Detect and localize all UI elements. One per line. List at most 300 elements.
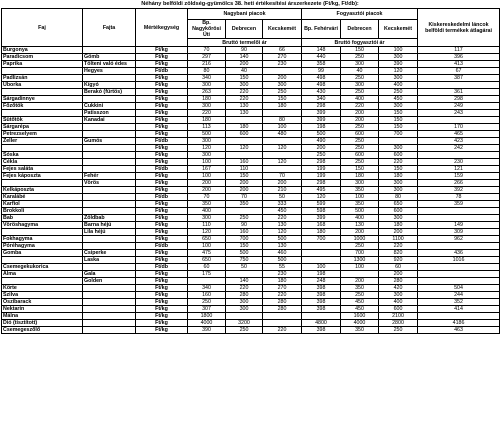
cell-price: 700 (379, 131, 418, 138)
cell-faj: Uborka (2, 82, 83, 89)
cell-price: 244 (418, 292, 500, 299)
cell-fajta (83, 187, 136, 194)
cell-price: 280 (263, 306, 302, 313)
cell-price: 180 (341, 173, 379, 180)
cell-price: 600 (341, 152, 379, 159)
cell-price: 50 (263, 194, 302, 201)
cell-price: 820 (379, 250, 418, 257)
cell-price: 398 (302, 327, 341, 334)
cell-price (226, 152, 263, 159)
cell-mertekegyseg: Ft/db (136, 264, 188, 271)
cell-price: 4000 (341, 320, 379, 327)
cell-price: 700 (226, 236, 263, 243)
cell-price: 4800 (302, 320, 341, 327)
cell-price: 70 (226, 194, 263, 201)
cell-price: 498 (302, 82, 341, 89)
cell-faj: Alma (2, 271, 83, 278)
cell-price: 100 (379, 47, 418, 54)
cell-price (226, 208, 263, 215)
cell-price (263, 166, 302, 173)
cell-mertekegyseg: Ft/kg (136, 257, 188, 264)
cell-price (341, 271, 379, 278)
cell-price: 350 (188, 201, 226, 208)
header-nagybani: Nagybani piacok (188, 9, 302, 20)
cell-price: 55 (263, 264, 302, 271)
cell-price: 1600 (341, 313, 379, 320)
table-row (2, 236, 500, 243)
cell-price (418, 215, 500, 222)
cell-fajta (83, 292, 136, 299)
cell-price: 230 (418, 159, 500, 166)
cell-price (379, 138, 418, 145)
cell-price: 399 (302, 110, 341, 117)
cell-price: 300 (263, 82, 302, 89)
header-fajta: Fajta (83, 9, 136, 47)
cell-mertekegyseg: Ft/kg (136, 173, 188, 180)
cell-price: 60 (379, 264, 418, 271)
cell-price: 250 (341, 54, 379, 61)
cell-price: 2800 (379, 320, 418, 327)
cell-price: 100 (341, 264, 379, 271)
cell-price: 650 (188, 257, 226, 264)
cell-price: 1100 (379, 236, 418, 243)
table-row (2, 299, 500, 306)
cell-fajta: Fehér (83, 173, 136, 180)
cell-fajta (83, 47, 136, 54)
cell-fajta (83, 264, 136, 271)
cell-price: 399 (302, 215, 341, 222)
header-debrecen-fogyasztoi: Debrecen (341, 20, 379, 39)
cell-price: 220 (341, 103, 379, 110)
cell-price: 450 (263, 208, 302, 215)
cell-price: 200 (379, 229, 418, 236)
cell-price: 250 (226, 215, 263, 222)
cell-price: 230 (263, 61, 302, 68)
cell-mertekegyseg: Ft/db (136, 194, 188, 201)
cell-price: 436 (418, 250, 500, 257)
cell-price: 180 (379, 173, 418, 180)
table-row (2, 117, 500, 124)
cell-price (302, 257, 341, 264)
cell-price: 130 (263, 243, 302, 250)
cell-price: 110 (188, 222, 226, 229)
cell-price: 220 (379, 243, 418, 250)
cell-price: 180 (226, 124, 263, 131)
cell-price: 220 (226, 89, 263, 96)
cell-price: 80 (379, 194, 418, 201)
table-row (2, 159, 500, 166)
cell-faj: Őszibarack (2, 299, 83, 306)
cell-price: 400 (341, 96, 379, 103)
cell-price: 199 (302, 166, 341, 173)
cell-price: 200 (341, 278, 379, 285)
cell-price: 350 (341, 327, 379, 334)
cell-fajta (83, 313, 136, 320)
cell-price: 100 (302, 264, 341, 271)
cell-price: 120 (226, 145, 263, 152)
cell-faj: Csemegeszőlő (2, 327, 83, 334)
table-row (2, 180, 500, 187)
cell-price: 200 (302, 145, 341, 152)
table-row (2, 208, 500, 215)
table-row (2, 194, 500, 201)
cell-price: 200 (226, 61, 263, 68)
cell-mertekegyseg: Ft/kg (136, 306, 188, 313)
cell-price: 198 (302, 271, 341, 278)
cell-mertekegyseg: Ft/kg (136, 229, 188, 236)
cell-price: 250 (226, 327, 263, 334)
cell-price: 495 (302, 187, 341, 194)
cell-faj: Karfiol (2, 201, 83, 208)
cell-price: 117 (418, 47, 500, 54)
table-row (2, 313, 500, 320)
table-row (2, 320, 500, 327)
cell-fajta: Gala (83, 271, 136, 278)
cell-price: 300 (341, 180, 379, 187)
table-row (2, 145, 500, 152)
cell-faj (2, 257, 83, 264)
cell-mertekegyseg: Ft/kg (136, 236, 188, 243)
cell-price: 1016 (418, 257, 500, 264)
cell-price: 250 (341, 159, 379, 166)
cell-price: 307 (188, 306, 226, 313)
cell-price: 250 (341, 124, 379, 131)
header-debrecen-nagybani: Debrecen (226, 20, 263, 39)
cell-price (226, 117, 263, 124)
cell-price: 399 (302, 117, 341, 124)
cell-price: 270 (263, 54, 302, 61)
cell-price: 160 (188, 292, 226, 299)
cell-faj: Cékla (2, 159, 83, 166)
cell-price: 398 (302, 285, 341, 292)
cell-faj: Brokkoli (2, 208, 83, 215)
cell-price: 200 (188, 180, 226, 187)
cell-price: 120 (188, 229, 226, 236)
cell-price: 67 (418, 68, 500, 75)
table-row (2, 215, 500, 222)
table-row (2, 250, 500, 257)
cell-faj: Kelkáposzta (2, 187, 83, 194)
table-row (2, 166, 500, 173)
cell-price: 150 (341, 47, 379, 54)
cell-price: 350 (341, 201, 379, 208)
cell-faj (2, 145, 83, 152)
cell-mertekegyseg: Ft/kg (136, 117, 188, 124)
cell-price: 130 (341, 222, 379, 229)
cell-price: 150 (226, 75, 263, 82)
cell-mertekegyseg: Ft/kg (136, 327, 188, 334)
cell-price (226, 138, 263, 145)
cell-price (418, 208, 500, 215)
cell-price (418, 264, 500, 271)
cell-faj (2, 180, 83, 187)
cell-price: 160 (226, 159, 263, 166)
cell-price: 150 (263, 96, 302, 103)
cell-fajta (83, 96, 136, 103)
cell-price: 220 (226, 285, 263, 292)
cell-faj (2, 68, 83, 75)
cell-faj: Fejes káposzta (2, 173, 83, 180)
cell-mertekegyseg: Ft/kg (136, 75, 188, 82)
cell-price: 200 (341, 110, 379, 117)
table-row (2, 124, 500, 131)
cell-price: 149 (418, 222, 500, 229)
cell-price: 297 (188, 54, 226, 61)
cell-price: 113 (188, 124, 226, 131)
cell-mertekegyseg: Ft/kg (136, 180, 188, 187)
cell-mertekegyseg: Ft/kg (136, 152, 188, 159)
cell-fajta: Kígyó (83, 82, 136, 89)
table-row (2, 47, 500, 54)
cell-faj (2, 110, 83, 117)
cell-price: 440 (302, 54, 341, 61)
cell-faj: Paradicsom (2, 54, 83, 61)
cell-price: 333 (263, 201, 302, 208)
cell-price: 450 (379, 96, 418, 103)
cell-price: 248 (302, 278, 341, 285)
cell-price: 200 (341, 117, 379, 124)
cell-fajta (83, 166, 136, 173)
cell-price: 500 (263, 257, 302, 264)
cell-price: 460 (263, 250, 302, 257)
cell-faj: Sütőtök (2, 117, 83, 124)
cell-price (263, 320, 302, 327)
cell-price: 70 (188, 194, 226, 201)
cell-price: 180 (263, 278, 302, 285)
cell-price (263, 68, 302, 75)
table-row (2, 54, 500, 61)
table-row (2, 285, 500, 292)
cell-price (302, 243, 341, 250)
cell-price: 4186 (418, 320, 500, 327)
cell-price: 250 (341, 138, 379, 145)
cell-price: 300 (188, 152, 226, 159)
cell-price: 80 (188, 68, 226, 75)
cell-fajta: Cukkini (83, 103, 136, 110)
cell-price: 78 (418, 194, 500, 201)
cell-faj (2, 89, 83, 96)
cell-price: 150 (379, 117, 418, 124)
cell-mertekegyseg: Ft/kg (136, 103, 188, 110)
cell-mertekegyseg: Ft/kg (136, 131, 188, 138)
table-row (2, 68, 500, 75)
cell-price: 100 (341, 194, 379, 201)
table-row (2, 292, 500, 299)
cell-fajta (83, 320, 136, 327)
cell-price (418, 117, 500, 124)
cell-price: 300 (379, 145, 418, 152)
cell-price: 90 (226, 222, 263, 229)
table-row (2, 271, 500, 278)
cell-price: 390 (379, 61, 418, 68)
cell-price: 1800 (188, 313, 226, 320)
cell-price: 340 (302, 96, 341, 103)
cell-price (263, 313, 302, 320)
cell-price: 110 (226, 166, 263, 173)
cell-price: 962 (418, 236, 500, 243)
cell-price: 90 (226, 47, 263, 54)
cell-mertekegyseg: Ft/kg (136, 292, 188, 299)
cell-price: 500 (226, 250, 263, 257)
table-row (2, 61, 500, 68)
cell-mertekegyseg: Ft/kg (136, 61, 188, 68)
cell-fajta (83, 285, 136, 292)
cell-price: 298 (302, 159, 341, 166)
cell-price: 150 (379, 124, 418, 131)
cell-price: 200 (226, 180, 263, 187)
cell-price: 130 (263, 222, 302, 229)
cell-mertekegyseg: Ft/kg (136, 89, 188, 96)
price-table-container (1, 0, 499, 334)
cell-price: 414 (418, 306, 500, 313)
cell-mertekegyseg: Ft/db (136, 166, 188, 173)
table-row (2, 110, 500, 117)
cell-price: 700 (341, 250, 379, 257)
cell-fajta: Gömb (83, 54, 136, 61)
cell-price: 100 (188, 159, 226, 166)
cell-price: 490 (302, 138, 341, 145)
cell-price: 600 (226, 131, 263, 138)
cell-price: 250 (263, 89, 302, 96)
cell-price (418, 278, 500, 285)
cell-price: 263 (188, 89, 226, 96)
cell-mertekegyseg: Ft/kg (136, 285, 188, 292)
cell-price: 750 (226, 257, 263, 264)
cell-price: 180 (379, 222, 418, 229)
cell-price: 180 (188, 117, 226, 124)
header-brutto-fogyasztoi: Bruttó fogyasztói ár (302, 39, 418, 47)
cell-price: 250 (302, 152, 341, 159)
cell-price: 413 (418, 61, 500, 68)
cell-price: 400 (379, 82, 418, 89)
table-row (2, 103, 500, 110)
cell-price: 400 (188, 208, 226, 215)
table-row (2, 222, 500, 229)
cell-mertekegyseg: Ft/kg (136, 250, 188, 257)
cell-price (302, 250, 341, 257)
cell-price: 600 (379, 152, 418, 159)
cell-price (418, 243, 500, 250)
cell-price: 400 (379, 299, 418, 306)
cell-mertekegyseg: Ft/kg (136, 47, 188, 54)
cell-faj: Főzőtök (2, 103, 83, 110)
cell-price: 298 (418, 96, 500, 103)
cell-price: 392 (418, 187, 500, 194)
cell-price: 298 (302, 180, 341, 187)
cell-price: 423 (418, 138, 500, 145)
cell-price: 500 (341, 208, 379, 215)
cell-fajta (83, 306, 136, 313)
cell-fajta: Golden (83, 278, 136, 285)
cell-faj: Csemegekukorica (2, 264, 83, 271)
header-mertekegyseg: Mértékegység (136, 9, 188, 47)
cell-price: 398 (302, 299, 341, 306)
cell-fajta (83, 75, 136, 82)
cell-faj (2, 278, 83, 285)
cell-price: 120 (263, 145, 302, 152)
cell-price: 300 (341, 82, 379, 89)
cell-faj: Karalábé (2, 194, 83, 201)
cell-fajta: Tölteni való édes (83, 61, 136, 68)
cell-price: 300 (188, 215, 226, 222)
cell-price: 198 (302, 124, 341, 131)
cell-price: 220 (263, 327, 302, 334)
cell-price: 1000 (341, 236, 379, 243)
cell-faj: Póréhagyma (2, 243, 83, 250)
cell-fajta (83, 124, 136, 131)
cell-price: 216 (188, 61, 226, 68)
cell-fajta (83, 243, 136, 250)
table-row (2, 138, 500, 145)
cell-price: 300 (188, 138, 226, 145)
cell-mertekegyseg: Ft/kg (136, 320, 188, 327)
cell-mertekegyseg: Ft/kg (136, 96, 188, 103)
cell-price: 390 (188, 327, 226, 334)
cell-mertekegyseg: Ft/kg (136, 222, 188, 229)
table-row (2, 96, 500, 103)
cell-price: 450 (341, 306, 379, 313)
cell-faj: Paprika (2, 61, 83, 68)
cell-price (302, 313, 341, 320)
cell-mertekegyseg: Ft/kg (136, 187, 188, 194)
cell-price: 300 (379, 180, 418, 187)
cell-price (418, 82, 500, 89)
cell-price: 120 (302, 194, 341, 201)
cell-fajta (83, 131, 136, 138)
cell-price: 60 (188, 264, 226, 271)
cell-price: 2100 (379, 313, 418, 320)
cell-mertekegyseg: Ft/kg (136, 82, 188, 89)
header-kiskereskedelmi: Kiskereskedelmi láncok belföldi termékek átlagárai (418, 9, 500, 47)
cell-price: 120 (379, 68, 418, 75)
header-bp-feherv: Bp. Fehérvári (302, 20, 341, 39)
cell-fajta: Zöldbab (83, 215, 136, 222)
cell-fajta: Gumós (83, 138, 136, 145)
cell-price: 180 (302, 229, 341, 236)
cell-price: 120 (263, 159, 302, 166)
cell-price: 266 (418, 180, 500, 187)
table-row (2, 306, 500, 313)
cell-price: 498 (302, 75, 341, 82)
cell-faj: Petrezselyem (2, 131, 83, 138)
cell-price: 175 (188, 271, 226, 278)
cell-price: 70 (263, 173, 302, 180)
cell-price: 598 (302, 208, 341, 215)
cell-price: 50 (226, 264, 263, 271)
cell-price: 280 (379, 278, 418, 285)
cell-price: 599 (302, 201, 341, 208)
header-fogyasztoi: Fogyasztói piacok (302, 9, 418, 20)
cell-mertekegyseg: Ft/kg (136, 110, 188, 117)
cell-price: 387 (418, 75, 500, 82)
table-row (2, 89, 500, 96)
cell-price (418, 271, 500, 278)
cell-mertekegyseg: Ft/kg (136, 313, 188, 320)
cell-price: 150 (341, 166, 379, 173)
cell-faj: Fejes saláta (2, 166, 83, 173)
cell-price: 242 (418, 145, 500, 152)
cell-faj: Fokhagyma (2, 236, 83, 243)
cell-fajta (83, 236, 136, 243)
cell-price: 350 (341, 187, 379, 194)
cell-mertekegyseg: Ft/db (136, 138, 188, 145)
table-body (2, 47, 500, 334)
cell-price: 120 (188, 145, 226, 152)
table-row (2, 278, 500, 285)
cell-price: 300 (379, 103, 418, 110)
cell-fajta: Lila héjú (83, 229, 136, 236)
cell-mertekegyseg: Ft/kg (136, 54, 188, 61)
